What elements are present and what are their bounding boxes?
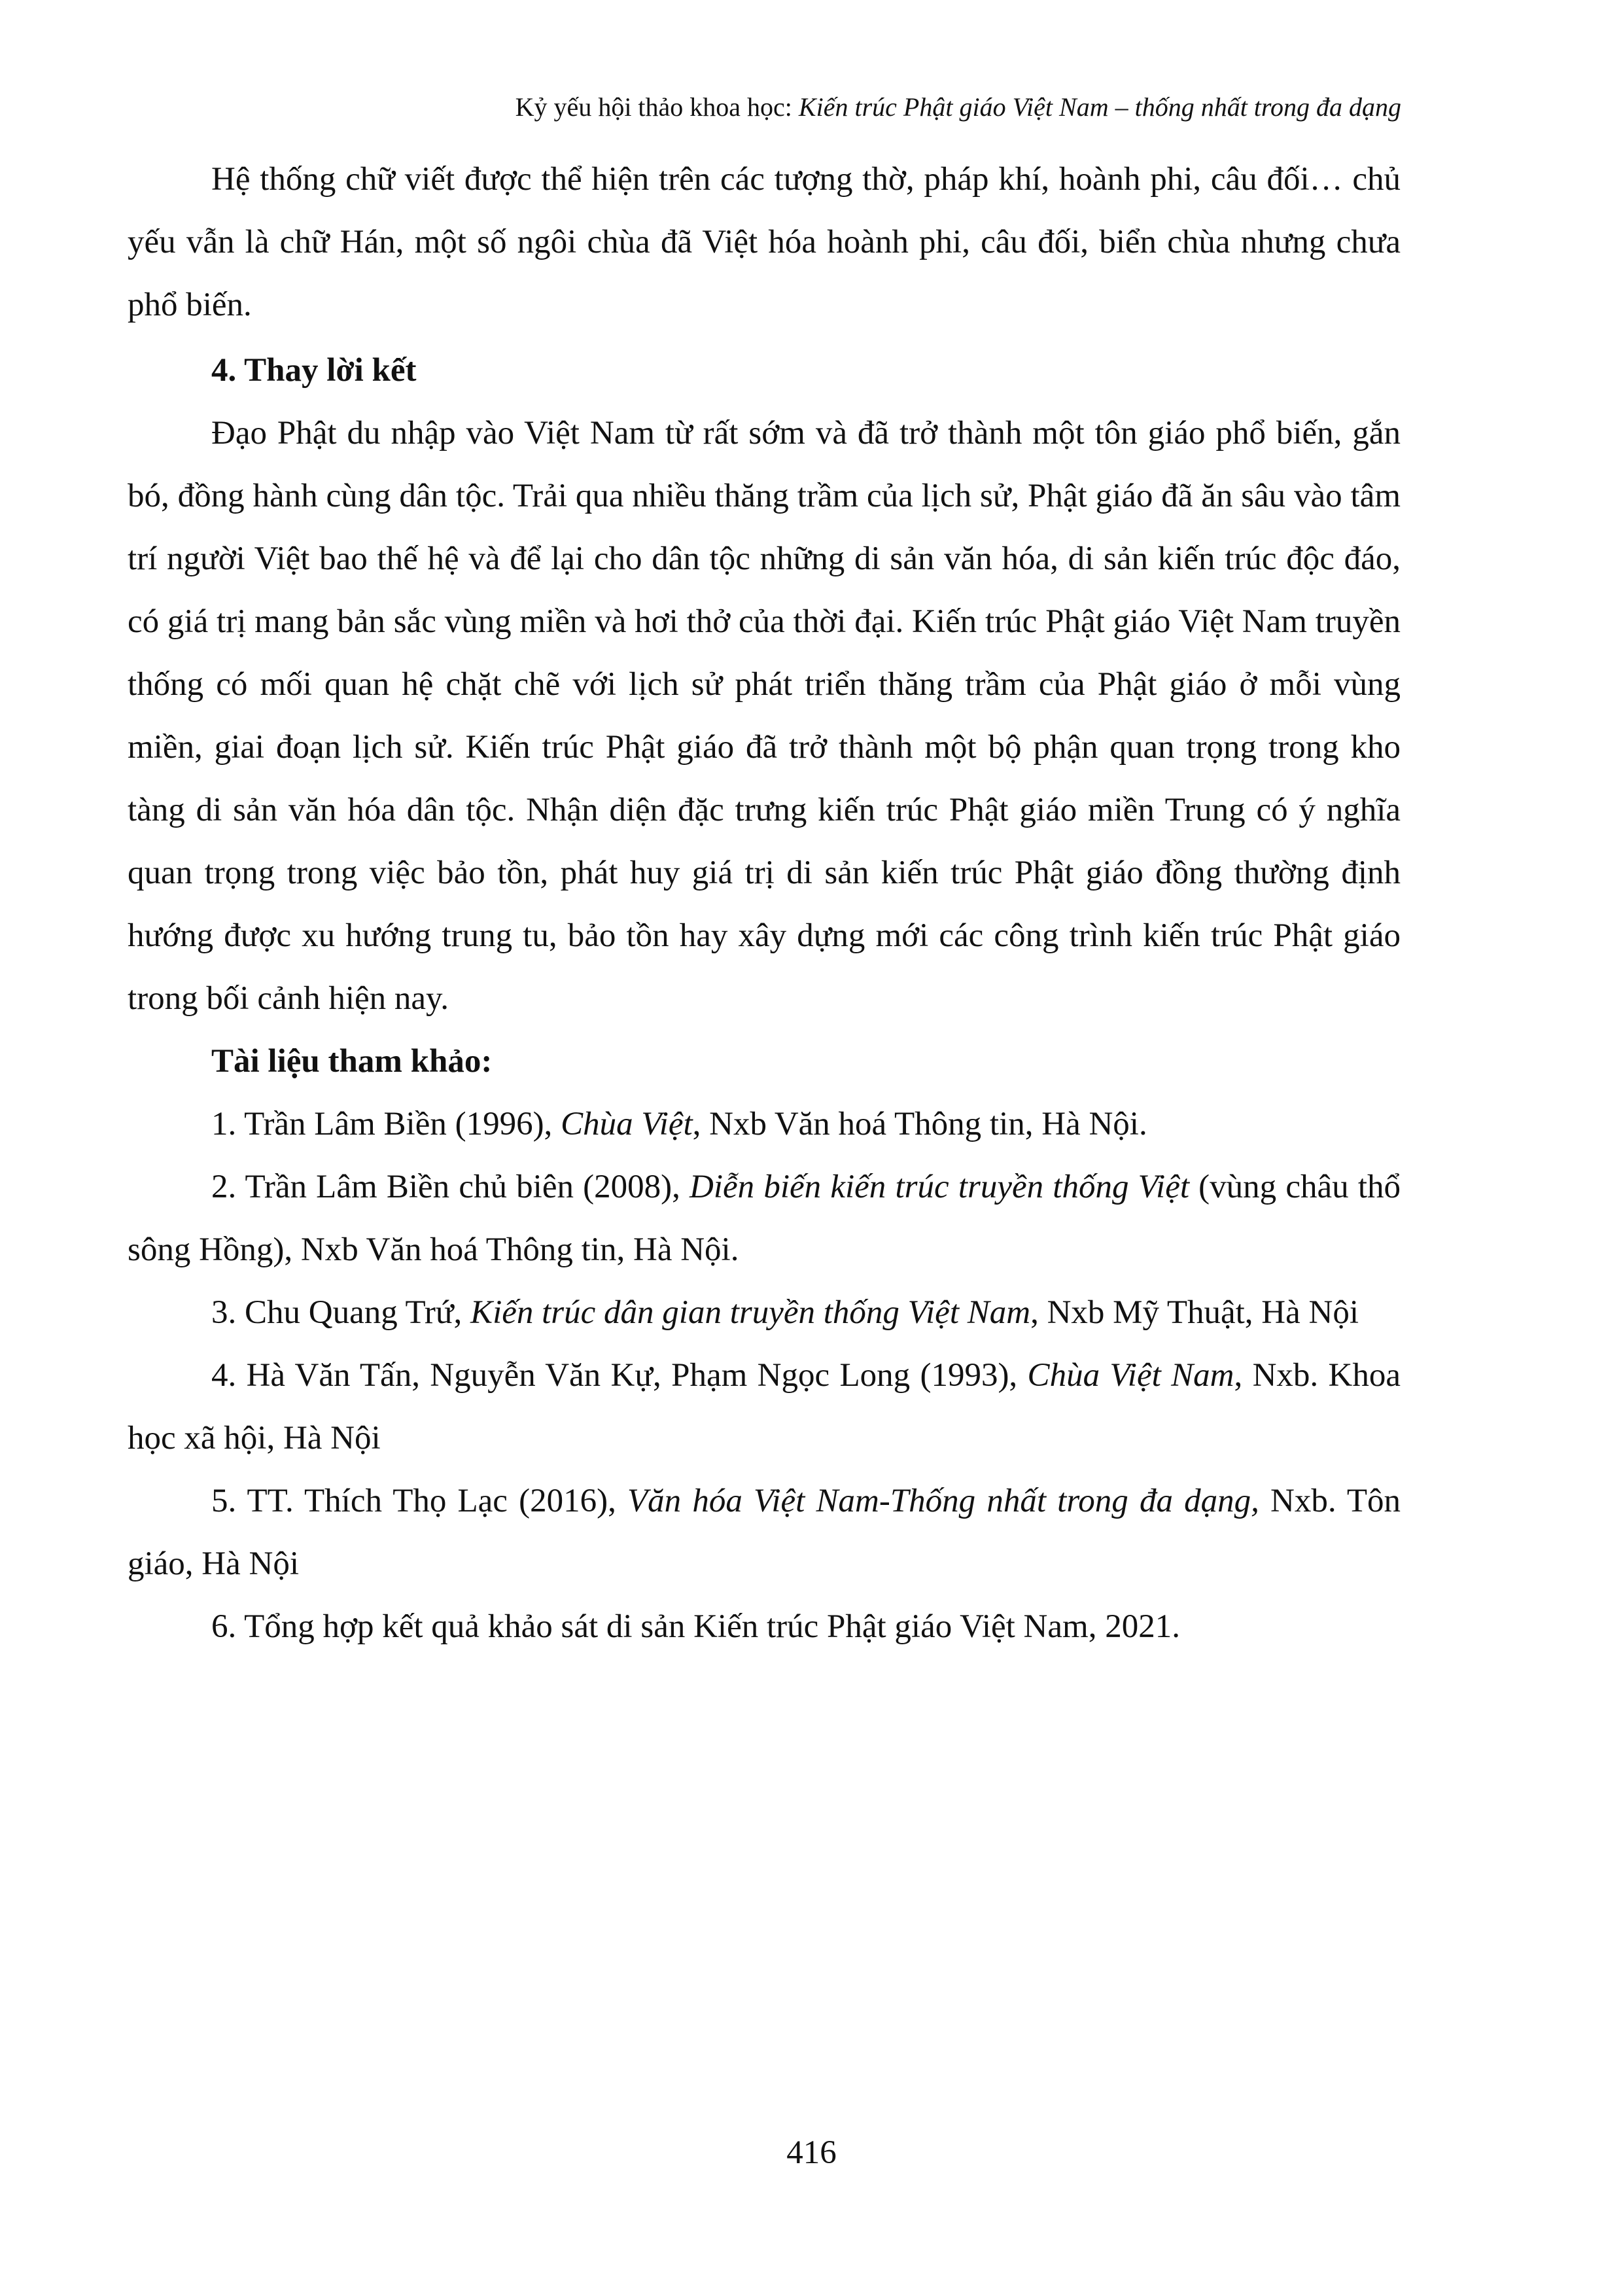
header-title: Kiến trúc Phật giáo Việt Nam – thống nhất trong đa dạng	[798, 92, 1401, 122]
conclusion-paragraph: Đạo Phật du nhập vào Việt Nam từ rất sớm và đã trở thành một tôn giáo phổ biến, gắn bó, đồng hành cùng dân tộc. Trải qua nhiều thăng trầm của lịch sử, Phật giáo đã ăn sâu vào tâm trí người Việt bao thế hệ và để lại cho dân tộc những di sản văn hóa, di sản kiến trúc độc đáo, có giá trị mang bản sắc vùng miền và hơi thở của thời đại. Kiến trúc Phật giáo Việt Nam truyền thống có mối quan hệ chặt chẽ với lịch sử phát triển thăng trầm của Phật giáo ở mỗi vùng miền, giai đoạn lịch sử. Kiến trúc Phật giáo đã trở thành một bộ phận quan trọng trong kho tàng di sản văn hóa dân tộc. Nhận diện đặc trưng kiến trúc Phật giáo miền Trung có ý nghĩa quan trọng trong việc bảo tồn, phát huy giá trị di sản kiến trúc Phật giáo đồng thường định hướng được xu hướng trung tu, bảo tồn hay xây dựng mới các công trình kiến trúc Phật giáo trong bối cảnh hiện nay.	[128, 415, 1401, 1017]
running-header	[515, 90, 1401, 124]
references-heading: Tài liệu tham khảo:	[211, 1043, 493, 1080]
page-body	[128, 148, 1401, 1658]
section-heading: 4. Thay lời kết	[211, 352, 417, 389]
intro-paragraph: Hệ thống chữ viết được thể hiện trên các tượng thờ, pháp khí, hoành phi, câu đối… chủ yếu vẫn là chữ Hán, một số ngôi chùa đã Việt hóa hoành phi, câu đối, biển chùa nhưng chưa phổ biến.	[128, 161, 1401, 323]
header-prefix: Kỷ yếu hội thảo khoa học:	[515, 92, 799, 122]
page-number: 416	[786, 2134, 837, 2171]
reference-item: 5. TT. Thích Thọ Lạc (2016), Văn hóa Việt Nam-Thống nhất trong đa dạng, Nxb. Tôn giáo, Hà Nội	[128, 1483, 1401, 1582]
reference-item: 2. Trần Lâm Biền chủ biên (2008), Diễn biến kiến trúc truyền thống Việt (vùng châu thổ sông Hồng), Nxb Văn hoá Thông tin, Hà Nội.	[128, 1169, 1401, 1268]
reference-item: 6. Tổng hợp kết quả khảo sát di sản Kiến trúc Phật giáo Việt Nam, 2021.	[211, 1608, 1180, 1645]
reference-item: 1. Trần Lâm Biền (1996), Chùa Việt, Nxb Văn hoá Thông tin, Hà Nội.	[211, 1106, 1147, 1142]
reference-item: 3. Chu Quang Trứ, Kiến trúc dân gian truyền thống Việt Nam, Nxb Mỹ Thuật, Hà Nội	[211, 1294, 1359, 1331]
reference-item: 4. Hà Văn Tấn, Nguyễn Văn Kự, Phạm Ngọc Long (1993), Chùa Việt Nam, Nxb. Khoa học xã hội, Hà Nội	[128, 1357, 1401, 1457]
